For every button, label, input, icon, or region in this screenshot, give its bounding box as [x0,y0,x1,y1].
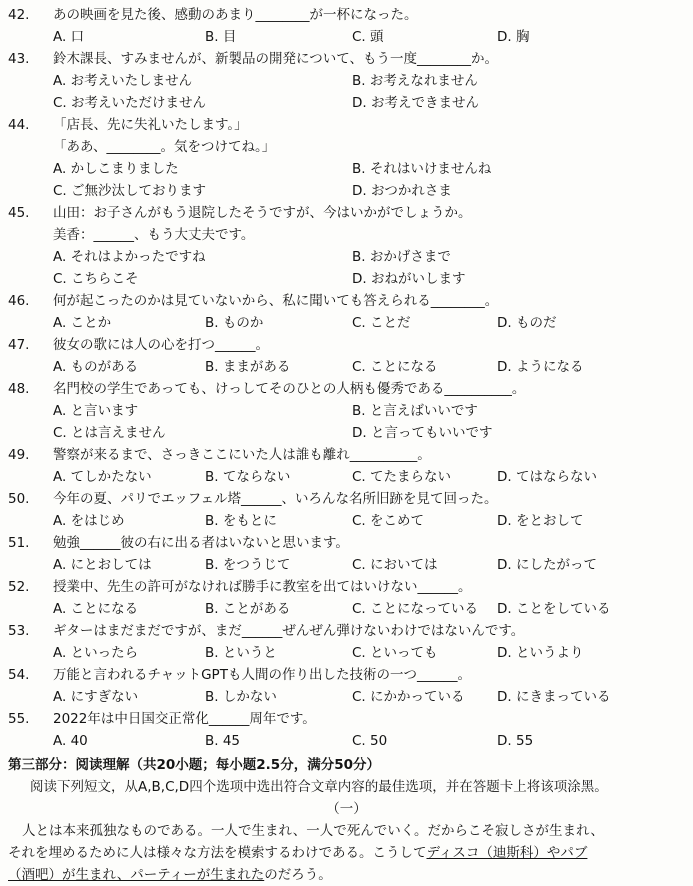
options-row [0,314,693,332]
passage-number: （一） [326,801,367,817]
option-d: D. お考えできません [352,95,479,111]
options-row [0,424,693,442]
option-a: A. ものがある [53,359,139,375]
option-c: C. 50 [352,733,388,749]
passage-line [0,844,693,862]
question-number: 47. [8,337,30,353]
question-stem: 2022年は中日国交正常化______周年です。 [53,711,316,727]
option-a: A. 40 [53,733,88,749]
option-d: D. ものだ [497,315,557,331]
option-b: B. それはいけませんね [352,161,492,177]
question-number: 51. [8,535,30,551]
option-c: C. とは言えません [53,425,166,441]
option-d: D. をとおして [497,513,584,529]
option-c: C. お考えいただけません [53,95,207,111]
question-stem: 授業中、先生の許可がなければ勝手に教室を出てはいけない______。 [53,579,472,595]
question-number: 44. [8,117,30,133]
question-43 [0,50,693,68]
question-number: 49. [8,447,30,463]
section-instruction-row [0,778,693,796]
option-b: B. しかない [205,689,277,705]
question-stem: 今年の夏、パリでエッフェル塔______、いろんな名所旧跡を見て回った。 [53,491,498,507]
question-stem: 警察が来るまで、さっきここにいた人は誰も離れ__________。 [53,447,431,463]
option-c: C. といっても [352,645,438,661]
question-stem-line2: 美香：______、もう大丈夫です。 [53,227,255,243]
question-number: 52. [8,579,30,595]
option-d: D. にしたがって [497,557,597,573]
options-row [0,94,693,112]
option-a: A. をはじめ [53,513,125,529]
question-stem: 鈴木課長、すみませんが、新製品の開発について、もう一度________か。 [53,51,498,67]
section-instruction: 阅读下列短文，从A,B,C,D四个选项中选出符合文章内容的最佳选项，并在答题卡上将该项涂黑。 [30,779,608,795]
question-45-line2 [0,226,693,244]
section-heading-row [0,756,693,774]
option-c: C. をこめて [352,513,425,529]
option-a: A. ことになる [53,601,139,617]
option-d: D. というより [497,645,584,661]
question-47 [0,336,693,354]
options-row [0,688,693,706]
section-heading: 第三部分：阅读理解（共20小题；每小题2.5分，满分50分） [8,757,380,773]
option-d: D. おつかれさま [352,183,452,199]
question-50 [0,490,693,508]
option-b: B. ままがある [205,359,291,375]
option-d: D. 胸 [497,29,530,45]
option-a: A. といったら [53,645,139,661]
option-d: D. おねがいします [352,271,466,287]
question-stem: 万能と言われるチャットGPTも人間の作り出した技術の一つ______。 [53,667,471,683]
options-row [0,468,693,486]
question-44-line2 [0,138,693,156]
option-c: C. ことだ [352,315,411,331]
option-b: B. をつうじて [205,557,291,573]
option-c: C. ことになっている [352,601,479,617]
option-b: B. をもとに [205,513,277,529]
question-stem: あの映画を見た後、感動のあまり________が一杯になった。 [53,7,418,23]
options-row [0,28,693,46]
passage-text [8,844,587,862]
question-55 [0,710,693,728]
option-a: A. にすぎない [53,689,139,705]
option-a: A. と言います [53,403,139,419]
option-b: B. ことがある [205,601,291,617]
option-a: A. かしこまりました [53,161,179,177]
question-stem: 何が起こったのかは見ていないから、私に聞いても答えられる________。 [53,293,499,309]
question-52 [0,578,693,596]
options-row [0,644,693,662]
question-46 [0,292,693,310]
question-number: 50. [8,491,30,507]
question-54 [0,666,693,684]
passage-text: 人とは本来孤独なものである。一人で生まれ、一人で死んでいく。だからこそ寂しさが生まれ、 [22,823,604,839]
passage-line [0,822,693,840]
option-a: A. 口 [53,29,85,45]
option-d: D. てはならない [497,469,597,485]
passage-text [8,866,332,884]
option-b: B. というと [205,645,277,661]
question-stem: ギターはまだまだですが、まだ______ぜんぜん弾けないわけではないんです。 [53,623,525,639]
question-48 [0,380,693,398]
options-row [0,72,693,90]
option-b: B. てならない [205,469,291,485]
underlined-phrase: ディスコ（迪斯科）やパブ [426,845,588,861]
option-a: A. てしかたない [53,469,152,485]
option-c: C. ことになる [352,359,438,375]
options-row [0,402,693,420]
question-stem: 彼女の歌には人の心を打つ______。 [53,337,269,353]
option-d: D. ことをしている [497,601,611,617]
underlined-phrase: （酒吧）が生まれ、パーティーが生まれた [8,867,265,883]
question-stem-line2: 「ああ、________。気をつけてね。」 [53,139,276,155]
options-row [0,600,693,618]
option-d: D. 55 [497,733,534,749]
question-stem: 名門校の学生であっても、けっしてそのひとの人柄も優秀である__________。 [53,381,526,397]
question-number: 55. [8,711,30,727]
option-c: C. においては [352,557,438,573]
option-b: B. お考えなれません [352,73,478,89]
option-c: C. こちらこそ [53,271,139,287]
question-number: 45. [8,205,30,221]
option-d: D. にきまっている [497,689,611,705]
options-row [0,512,693,530]
question-number: 48. [8,381,30,397]
option-b: B. ものか [205,315,264,331]
question-51 [0,534,693,552]
question-44 [0,116,693,134]
question-number: 46. [8,293,30,309]
option-a: A. お考えいたしません [53,73,193,89]
options-row [0,732,693,750]
options-row [0,358,693,376]
question-stem: 勉強______彼の右に出る者はいないと思います。 [53,535,349,551]
option-d: D. ようになる [497,359,584,375]
question-number: 54. [8,667,30,683]
option-d: D. と言ってもいいです [352,425,493,441]
question-53 [0,622,693,640]
question-45 [0,204,693,222]
option-b: B. 目 [205,29,237,45]
options-row [0,182,693,200]
option-b: B. 45 [205,733,241,749]
question-stem: 山田：お子さんがもう退院したそうですが、今はいかがでしょうか。 [53,205,472,221]
passage-text-plain: それを埋めるために人は様々な方法を模索するわけである。こうして [8,845,427,861]
question-49 [0,446,693,464]
option-c: C. 頭 [352,29,384,45]
options-row [0,556,693,574]
options-row [0,160,693,178]
option-c: C. にかかっている [352,689,465,705]
question-stem: 「店長、先に失礼いたします。」 [53,117,248,133]
option-c: C. てたまらない [352,469,452,485]
option-b: B. おかげさまで [352,249,451,265]
question-number: 53. [8,623,30,639]
option-b: B. と言えばいいです [352,403,478,419]
passage-line [0,866,693,884]
question-number: 43. [8,51,30,67]
question-number: 42. [8,7,30,23]
passage-number-row [0,800,693,818]
options-row [0,270,693,288]
option-a: A. ことか [53,315,112,331]
option-a: A. それはよかったですね [53,249,206,265]
passage-text-plain: のだろう。 [264,867,332,883]
option-a: A. にとおしては [53,557,152,573]
option-c: C. ご無沙汰しております [53,183,207,199]
question-42 [0,6,693,24]
options-row [0,248,693,266]
